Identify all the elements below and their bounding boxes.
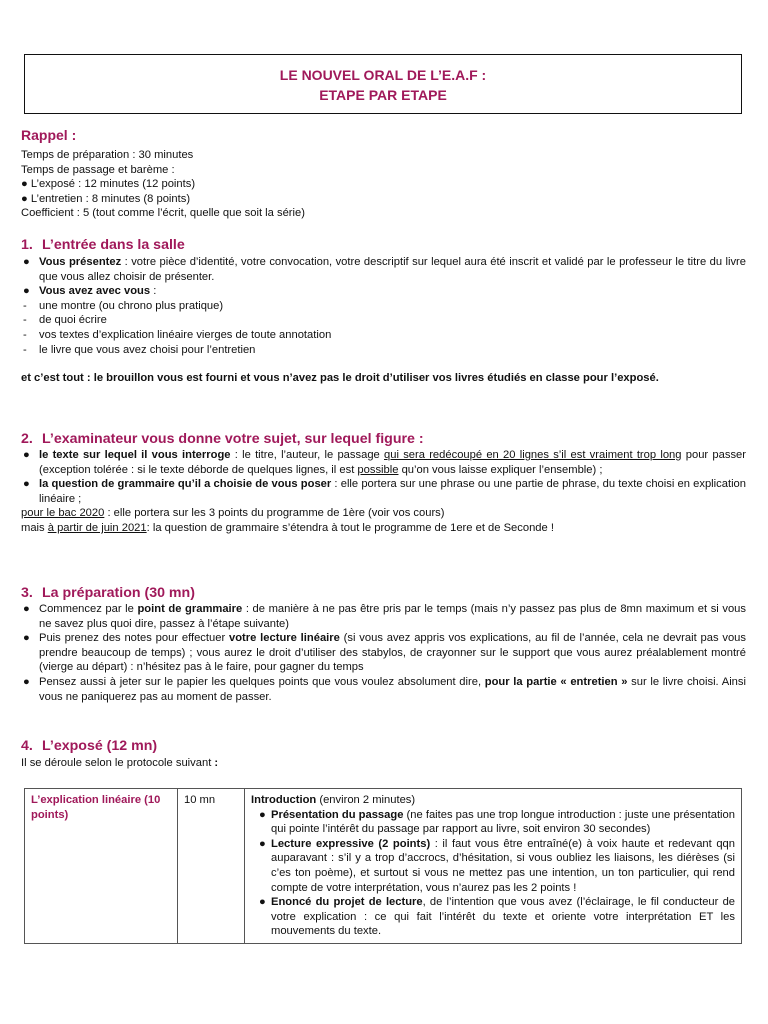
bold-term: point de grammaire bbox=[137, 603, 243, 615]
item-text: de quoi écrire bbox=[39, 314, 107, 327]
item-text: vos textes d’explication linéaire vierges de toute annotation bbox=[39, 328, 332, 341]
section-number: 1. bbox=[21, 237, 33, 253]
underlined-text: qui sera redécoupé en 20 lignes s’il est vraiment trop long bbox=[384, 449, 682, 461]
intro-line bbox=[251, 793, 735, 808]
section-4-heading bbox=[21, 737, 746, 755]
dash-item bbox=[21, 313, 746, 328]
list-item bbox=[259, 895, 735, 939]
section-number: 2. bbox=[21, 431, 33, 447]
bullet-item bbox=[21, 284, 746, 299]
bold-term: : bbox=[214, 757, 219, 769]
section-number: 4. bbox=[21, 738, 33, 754]
item-text: : il faut vous être entraîné(e) à voix haute et redevant qqn auparavant : s’il y a trop d’accrocs, d’hésitation, si vous oubliez les liaisons, les diérèses (si c’es ton poème), et surtout si vous ne mettez pas une intention, un ton particulier, qui rend compte de votre interprétation, vous n’aurez pas les 2 points ! bbox=[271, 837, 735, 894]
rappel-line: Temps de préparation : 30 minutes bbox=[21, 149, 194, 161]
bullet-item bbox=[21, 255, 746, 284]
item-text: : bbox=[150, 285, 157, 298]
section-1-closing: et c’est tout : le brouillon vous est fourni et vous n’avez pas le droit d’utiliser vos livres étudiés en classe pour l’exposé. bbox=[21, 372, 659, 384]
title-line-1: LE NOUVEL ORAL DE L’E.A.F : bbox=[279, 67, 487, 83]
title-box bbox=[24, 54, 742, 114]
protocol-table bbox=[24, 788, 742, 944]
bold-term: votre lecture linéaire bbox=[229, 632, 340, 645]
bullet-icon: ● bbox=[23, 632, 30, 645]
dash-item bbox=[21, 299, 746, 314]
section-3-body bbox=[21, 602, 746, 704]
bullet-item bbox=[21, 631, 746, 675]
bold-term: Introduction bbox=[251, 794, 317, 806]
underlined-text: possible bbox=[357, 463, 399, 476]
item-text: Il se déroule selon le protocole suivant bbox=[21, 757, 215, 769]
bullet-icon: ● bbox=[259, 837, 266, 850]
list-item bbox=[259, 808, 735, 837]
dash-icon: - bbox=[23, 299, 27, 312]
dash-item bbox=[21, 328, 746, 343]
item-text: pour passer (exception tolérée : si le texte déborde de quelques lignes, il est bbox=[39, 449, 746, 476]
table-cell-content bbox=[245, 789, 742, 944]
dash-item bbox=[21, 343, 746, 358]
bold-term: Vous avez avec vous bbox=[39, 285, 151, 298]
item-text: sur le livre choisi. Ainsi vous ne paniquerez pas au moment de passer. bbox=[39, 675, 746, 703]
item-text: : elle portera sur les 3 points du programme de 1ère (voir vos cours) bbox=[104, 507, 445, 520]
table-cell-part: L’explication linéaire (10 points) bbox=[25, 789, 178, 944]
rappel-section bbox=[21, 148, 746, 221]
rappel-line: ● L’exposé : 12 minutes (12 points) bbox=[21, 178, 196, 191]
section-number: 3. bbox=[21, 585, 33, 601]
bullet-icon: ● bbox=[259, 896, 266, 909]
list-item bbox=[259, 837, 735, 895]
item-text: : votre pièce d’identité, votre convocation, votre descriptif sur lequel aura été inscrit et validé par le professeur le titre du livre que vous allez choisir de présenter. bbox=[39, 256, 746, 283]
item-text: , de l’intention que vous avez (l’éclairage, le fil conducteur de votre explication : ce qui fait l’intérêt du texte et oriente votre interprétation ET les mouvements du texte. bbox=[271, 896, 736, 938]
item-text: qu’on vous laisse expliquer l’ensemble) ; bbox=[398, 463, 603, 476]
section-2-heading bbox=[21, 430, 746, 448]
item-text: : le titre, l’auteur, le passage bbox=[230, 449, 385, 461]
section-2-body bbox=[21, 448, 746, 536]
dash-icon: - bbox=[23, 314, 27, 327]
section-1-body bbox=[21, 255, 746, 357]
rappel-line: Temps de passage et barème : bbox=[21, 163, 175, 176]
bullet-icon: ● bbox=[23, 478, 30, 491]
bullet-icon: ● bbox=[23, 449, 30, 461]
dash-icon: - bbox=[23, 343, 27, 356]
bullet-item bbox=[21, 448, 746, 477]
bullet-icon: ● bbox=[23, 675, 30, 688]
title-line-2: ETAPE PAR ETAPE bbox=[319, 87, 447, 103]
bullet-item bbox=[21, 602, 746, 631]
juin-2021-line bbox=[21, 521, 746, 536]
bac-2020-line bbox=[21, 506, 746, 521]
item-text: (ne faites pas une trop longue introduction : juste une présentation qui pointe l’intérêt du passage par rapport au livre, soit environ 30 secondes) bbox=[271, 808, 735, 836]
section-title: L’exposé (12 mn) bbox=[42, 738, 158, 754]
item-text: (si vous avez appris vos explications, au fil de l’année, cela ne devrait pas vous prendre beaucoup de temps) ; vous aurez le droit d’utiliser des stabylos, de crayonner sur le support que vous aurez préalablement montré (vierge au départ) : n’hésitez pas à le faire, pour gagner du temps bbox=[39, 632, 746, 674]
item-text: (environ 2 minutes) bbox=[316, 794, 416, 806]
bullet-item bbox=[21, 675, 746, 704]
section-3-heading bbox=[21, 584, 746, 602]
item-text: Commencez par le bbox=[39, 603, 138, 615]
item-text: : la question de grammaire s’étendra à tout le programme de 1ere et de Seconde ! bbox=[146, 521, 554, 534]
bold-term: le texte sur lequel il vous interroge bbox=[39, 449, 231, 461]
item-text: le livre que vous avez choisi pour l’entretien bbox=[39, 343, 256, 356]
item-text: une montre (ou chrono plus pratique) bbox=[39, 299, 224, 312]
item-text: : elle portera sur une phrase ou une partie de phrase, du texte choisi en explication linéaire ; bbox=[39, 478, 746, 505]
table-cell-duration: 10 mn bbox=[178, 789, 245, 944]
rappel-line: Coefficient : 5 (tout comme l’écrit, quelle que soit la série) bbox=[21, 207, 305, 220]
section-title: L’examinateur vous donne votre sujet, sur lequel figure : bbox=[42, 431, 424, 447]
bullet-icon: ● bbox=[23, 603, 30, 615]
bullet-icon: ● bbox=[23, 256, 30, 268]
bullet-icon: ● bbox=[259, 808, 266, 821]
section-title: La préparation (30 mn) bbox=[42, 585, 195, 601]
item-text: Pensez aussi à jeter sur le papier les quelques points que vous voulez absolument dire, bbox=[39, 675, 485, 688]
bullet-item bbox=[21, 477, 746, 506]
rappel-heading: Rappel : bbox=[21, 127, 77, 143]
section-1-heading bbox=[21, 236, 746, 254]
bold-term: Présentation du passage bbox=[271, 808, 404, 821]
bold-term: la question de grammaire qu’il a choisie de vous poser bbox=[39, 478, 332, 491]
item-text: Puis prenez des notes pour effectuer bbox=[39, 632, 229, 645]
underlined-text: pour le bac 2020 bbox=[21, 507, 105, 520]
bold-term: Vous présentez bbox=[39, 256, 122, 268]
bold-term: Enoncé du projet de lecture bbox=[271, 896, 423, 909]
item-text: : de manière à ne pas être pris par le temps (mais n’y passez pas plus de 8mn maximum et si vous ne savez plus quoi dire, passez à l’étape suivante) bbox=[39, 603, 746, 630]
table-row bbox=[25, 789, 742, 944]
bold-term: Lecture expressive (2 points) bbox=[271, 837, 431, 850]
dash-icon: - bbox=[23, 328, 27, 341]
underlined-text: à partir de juin 2021 bbox=[47, 521, 147, 534]
rappel-line: ● L’entretien : 8 minutes (8 points) bbox=[21, 192, 191, 205]
section-4-intro bbox=[21, 756, 746, 771]
section-title: L’entrée dans la salle bbox=[42, 237, 185, 253]
item-text: mais bbox=[21, 521, 48, 534]
bullet-icon: ● bbox=[23, 285, 30, 298]
bold-term: pour la partie « entretien » bbox=[484, 675, 628, 688]
